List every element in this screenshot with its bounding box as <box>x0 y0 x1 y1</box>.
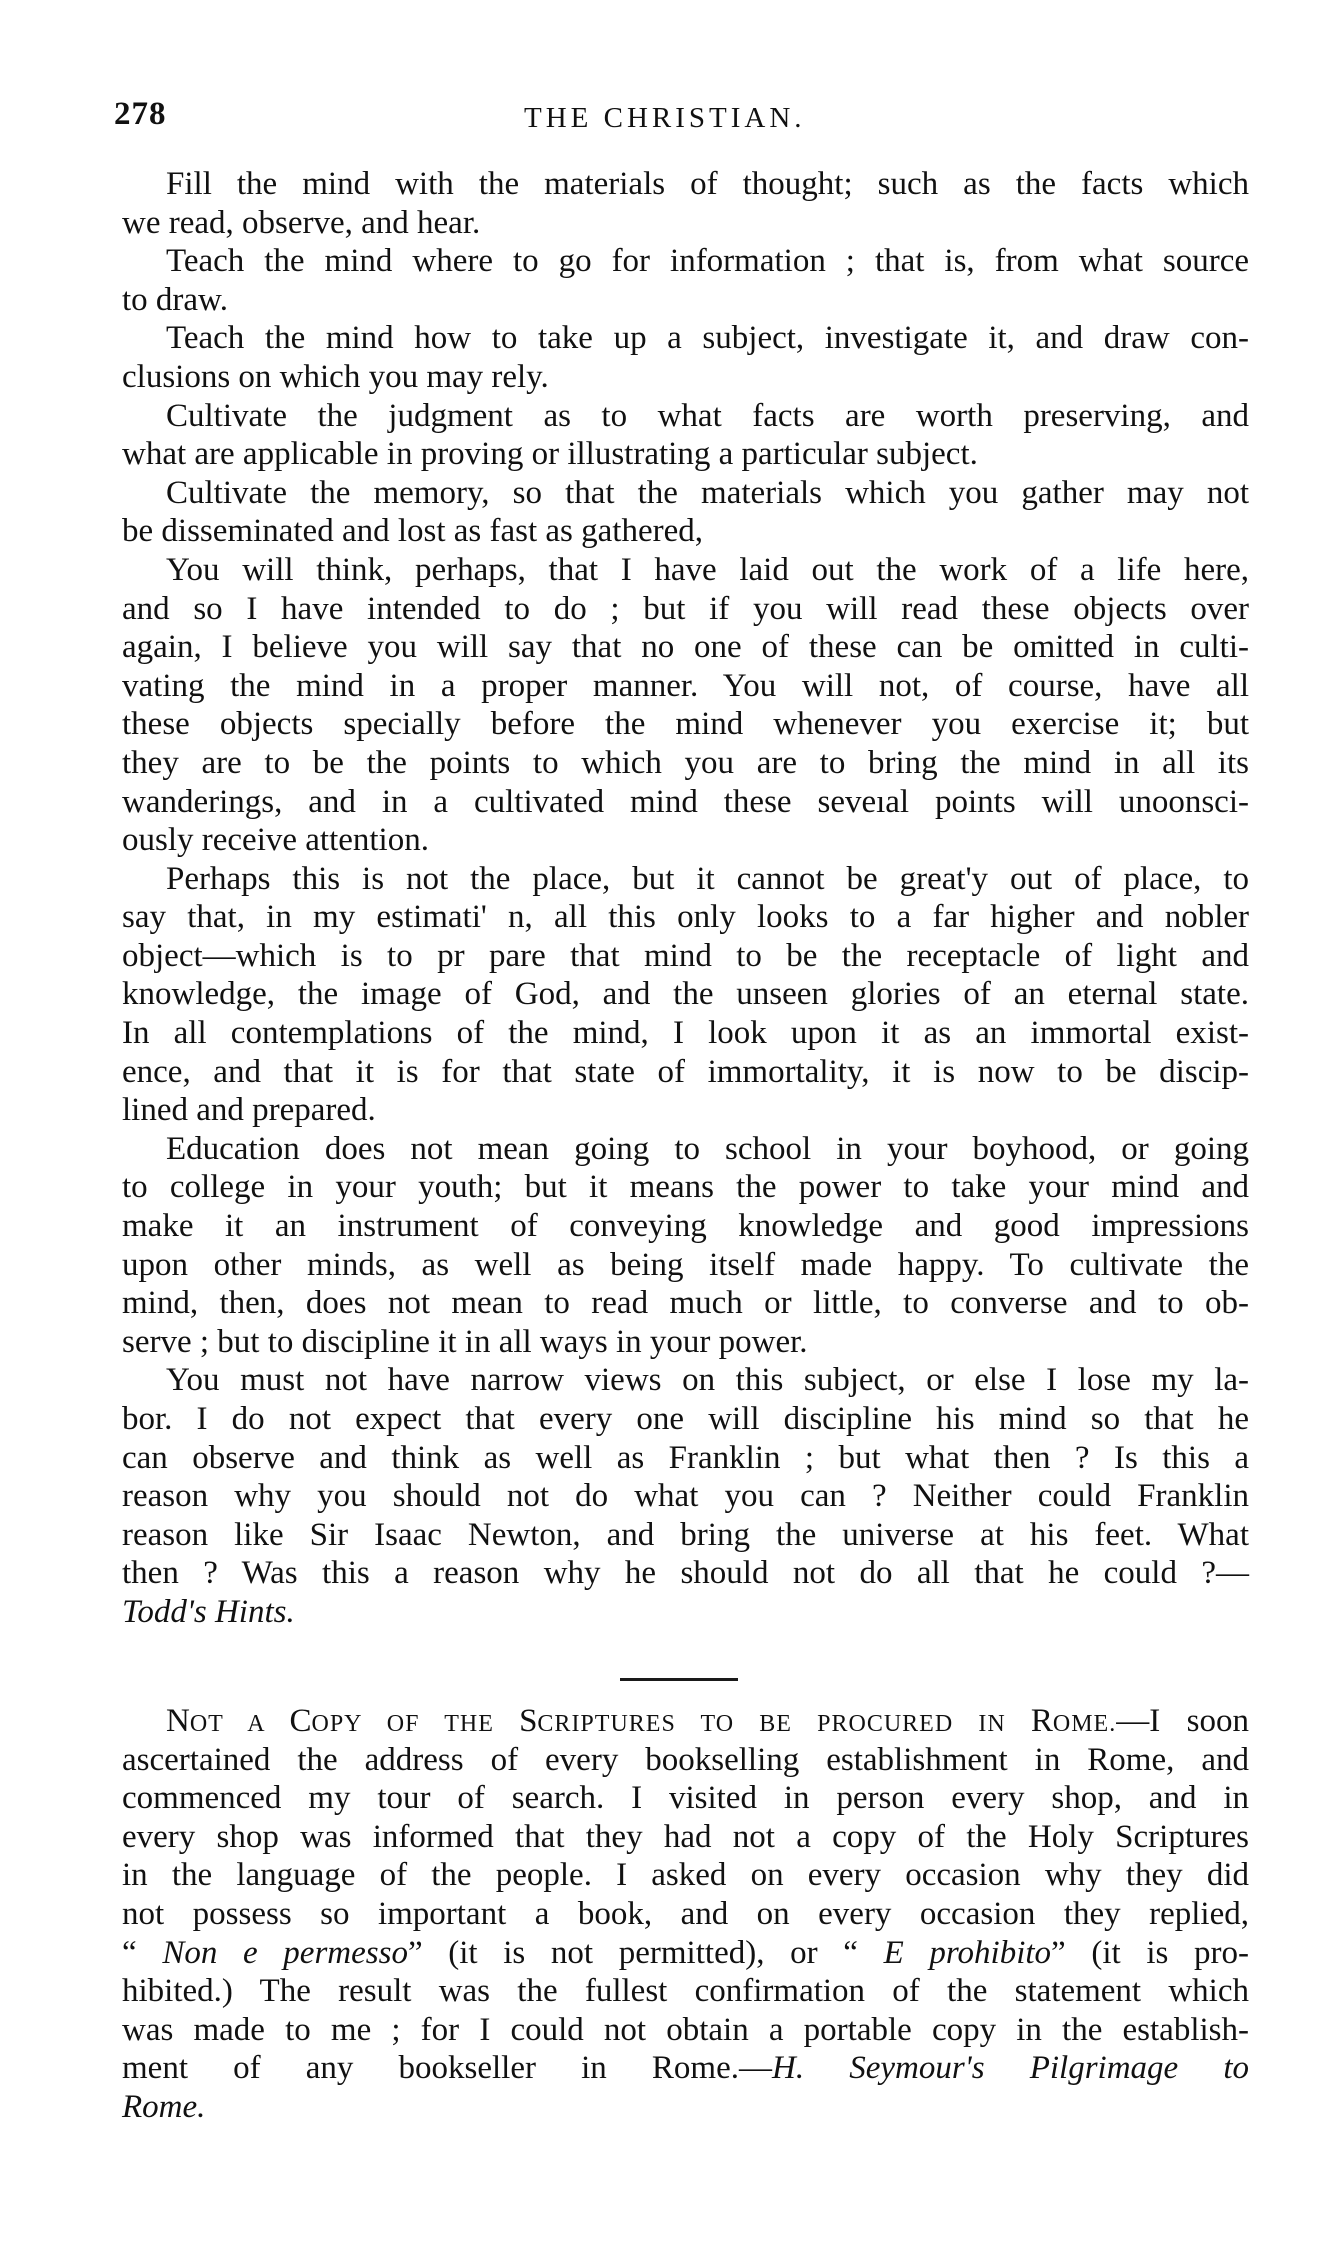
body-text-line: upon other minds, as well as being itself made happy. To cultivate the <box>122 1246 1249 1283</box>
body-text-line: commenced my tour of search. I visited in person every shop, and in <box>122 1780 1249 1817</box>
article2-lines <box>122 1741 1249 1934</box>
body-text-line: Cultivate the memory, so that the materials which you gather may not <box>166 474 1249 511</box>
heading-smallcaps: S <box>519 1703 538 1739</box>
quote-line <box>122 1934 1249 1973</box>
article-cultivating-the-mind <box>122 165 1249 1632</box>
article-scriptures-in-rome <box>122 1702 1249 2127</box>
body-text-line: every shop was informed that they had not a copy of the Holy Scriptures <box>122 1818 1249 1855</box>
heading-smallcaps: C <box>289 1703 312 1739</box>
heading-smallcaps: N <box>166 1703 190 1739</box>
article-heading-line <box>122 1702 1249 1741</box>
body-text-line: hibited.) The result was the fullest confirmation of the statement which <box>122 1973 1249 2010</box>
body-text-line: make it an instrument of conveying knowledge and good impressions <box>122 1208 1249 1245</box>
source-attribution: Rome. <box>122 2088 206 2125</box>
body-text-line: then ? Was this a reason why he should not do all that he could ?— <box>122 1555 1249 1592</box>
body-text-line: not possess so important a book, and on every occasion they replied, <box>122 1895 1249 1932</box>
body-text-line: wanderings, and in a cultivated mind these seveıal points will unoonsci- <box>122 783 1249 820</box>
latin-phrase: Non e permesso <box>162 1934 408 1971</box>
quote-text: ” (it is not permitted), or “ <box>407 1934 884 1971</box>
body-text-line: was made to me ; for I could not obtain a portable copy in the establish- <box>122 2011 1249 2048</box>
body-text-line: serve ; but to discipline it in all ways in your power. <box>122 1323 808 1360</box>
body-text-line: these objects specially before the mind whenever you exercise it; but <box>122 706 1249 743</box>
body-text-line: we read, observe, and hear. <box>122 204 481 241</box>
body-text-line: ment of any bookseller in Rome.— <box>122 2050 772 2087</box>
body-text-line: lined and prepared. <box>122 1092 376 1129</box>
body-text-line: in the language of the people. I asked on every occasion why they did <box>122 1857 1249 1894</box>
body-text-line: vating the mind in a proper manner. You will not, of course, have all <box>122 667 1249 704</box>
body-text-line: Fill the mind with the materials of thought; such as the facts which <box>166 166 1249 202</box>
attribution-line <box>122 2049 1249 2088</box>
source-attribution: H. Seymour's Pilgrimage to <box>772 2050 1249 2087</box>
body-text-line: object—which is to pr pare that mind to be the receptacle of light and <box>122 937 1249 974</box>
body-text-line: ascertained the address of every bookselling establishment in Rome, and <box>122 1741 1249 1778</box>
body-text-line: You will think, perhaps, that I have laid out the work of a life here, <box>166 551 1249 588</box>
page-number: 278 <box>114 96 167 132</box>
latin-phrase: E prohibito <box>883 1934 1052 1971</box>
heading-smallcaps: OPY OF THE <box>311 1711 520 1737</box>
source-attribution: Todd's Hints. <box>122 1593 295 1630</box>
body-text-line: Teach the mind how to take up a subject, investigate it, and draw con- <box>166 320 1249 357</box>
body-text-line: clusions on which you may rely. <box>122 358 549 395</box>
body-text-line: to college in your youth; but it means the power to take your mind and <box>122 1169 1249 1206</box>
body-text-line: say that, in my estimati' n, all this only looks to a far higher and nobler <box>122 899 1249 936</box>
body-text-line: bor. I do not expect that every one will discipline his mind so that he <box>122 1401 1249 1437</box>
body-text-line: Teach the mind where to go for information ; that is, from what source <box>166 243 1249 280</box>
body-text-line: ence, and that it is for that state of immortality, it is now to be discip- <box>122 1053 1249 1090</box>
attribution-end-line <box>122 2088 1249 2127</box>
attribution-line <box>122 1593 1249 1632</box>
body-text-line: In all contemplations of the mind, I look upon it as an immortal exist- <box>122 1015 1249 1052</box>
heading-smallcaps: R <box>1030 1703 1053 1739</box>
body-text-line: knowledge, the image of God, and the unseen glories of an eternal state. <box>122 976 1249 1013</box>
quote-text: ” (it is pro- <box>1051 1934 1249 1971</box>
quote-text: “ <box>122 1934 163 1971</box>
body-text-line: You must not have narrow views on this subject, or else I lose my la- <box>166 1362 1249 1399</box>
body-text-line: ously receive attention. <box>122 822 429 859</box>
body-text-line: can observe and think as well as Franklin ; but what then ? Is this a <box>122 1439 1249 1476</box>
heading-smallcaps: OT A <box>189 1711 290 1737</box>
heading-continuation: —I soon <box>1116 1703 1249 1739</box>
running-title: THE CHRISTIAN. <box>524 102 806 134</box>
body-text-line: mind, then, does not mean to read much or little, to converse and to ob- <box>122 1285 1249 1322</box>
body-text-line: Perhaps this is not the place, but it cannot be great'y out of place, to <box>166 860 1249 897</box>
page-header <box>114 96 1249 146</box>
body-text-line: reason why you should not do what you can ? Neither could Franklin <box>122 1478 1249 1515</box>
body-text-line: what are applicable in proving or illustrating a particular subject. <box>122 436 978 473</box>
body-text-line: they are to be the points to which you are to bring the mind in all its <box>122 744 1249 781</box>
heading-smallcaps: OME. <box>1052 1711 1117 1737</box>
section-divider <box>620 1678 738 1681</box>
heading-smallcaps: CRIPTURES TO BE PROCURED IN <box>537 1711 1031 1737</box>
body-text-line: to draw. <box>122 281 228 318</box>
body-text-line: again, I believe you will say that no one of these can be omitted in culti- <box>122 629 1249 666</box>
body-text-line: reason like Sir Isaac Newton, and bring the universe at his feet. What <box>122 1516 1249 1553</box>
body-text-line: and so I have intended to do ; but if you will read these objects over <box>122 590 1249 627</box>
body-text-line: be disseminated and lost as fast as gathered, <box>122 513 703 550</box>
body-text-line: Cultivate the judgment as to what facts are worth preserving, and <box>166 397 1249 434</box>
body-text-line: Education does not mean going to school in your boyhood, or going <box>166 1130 1249 1167</box>
article2-lines-continued <box>122 1972 1249 2049</box>
